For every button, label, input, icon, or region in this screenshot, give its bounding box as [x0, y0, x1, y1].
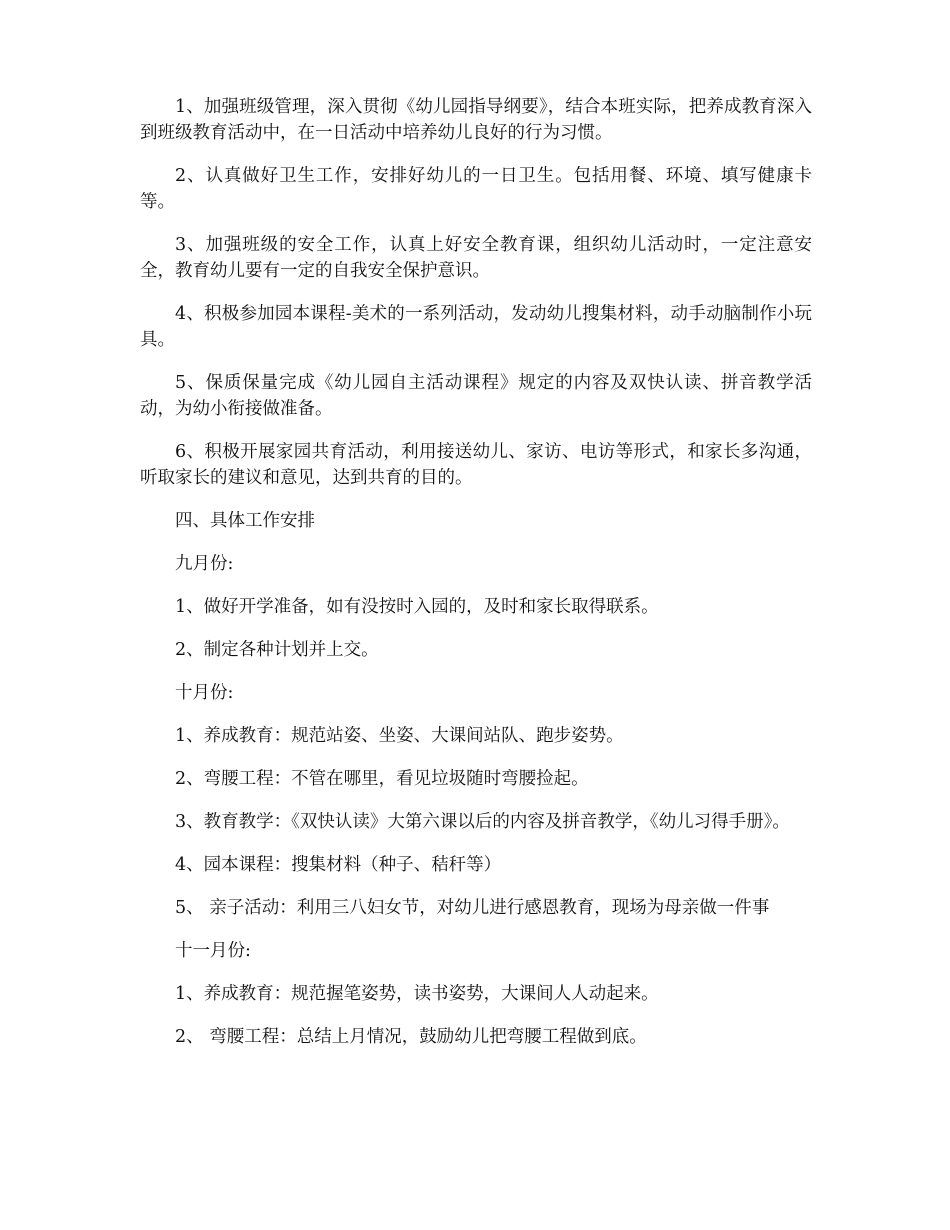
list-item: 3、教育教学：《双快认读》大第六课以后的内容及拼音教学，《幼儿习得手册》。: [175, 812, 790, 832]
list-item: 4、园本课程：搜集材料（种子、秸秆等）: [175, 855, 502, 875]
list-item: 2、 弯腰工程：总结上月情况，鼓励幼儿把弯腰工程做到底。: [175, 1027, 647, 1047]
paragraph-home-school: 6、积极开展家园共育活动，利用接送幼儿、家访、电访等形式，和家长多沟通，听取家长的建议和意见，达到共育的目的。: [140, 442, 812, 488]
paragraph-course-completion: 5、保质保量完成《幼儿园自主活动课程》规定的内容及双快认读、拼音教学活动，为幼小衔接做准备。: [140, 373, 812, 419]
month-heading-october: 十月份:: [175, 683, 234, 703]
list-item: 5、 亲子活动：利用三八妇女节，对幼儿进行感恩教育，现场为母亲做一件事: [175, 898, 770, 918]
list-item: 1、做好开学准备，如有没按时入园的，及时和家长取得联系。: [175, 597, 659, 617]
list-item: 2、弯腰工程：不管在哪里，看见垃圾随时弯腰捡起。: [175, 769, 589, 789]
paragraph-class-management: 1、加强班级管理，深入贯彻《幼儿园指导纲要》，结合本班实际，把养成教育深入到班级教育活动中，在一日活动中培养幼儿良好的行为习惯。: [140, 97, 812, 143]
list-item: 2、制定各种计划并上交。: [175, 640, 379, 660]
paragraph-safety: 3、加强班级的安全工作，认真上好安全教育课，组织幼儿活动时，一定注意安全，教育幼儿要有一定的自我安全保护意识。: [140, 235, 812, 281]
month-heading-september: 九月份:: [175, 554, 234, 574]
paragraph-art-curriculum: 4、积极参加园本课程-美术的一系列活动，发动幼儿搜集材料，动手动脑制作小玩具。: [140, 304, 812, 350]
list-item: 1、养成教育：规范握笔姿势，读书姿势，大课间人人动起来。: [175, 984, 659, 1004]
list-item: 1、养成教育：规范站姿、坐姿、大课间站队、跑步姿势。: [175, 726, 624, 746]
paragraph-hygiene: 2、认真做好卫生工作，安排好幼儿的一日卫生。包括用餐、环境、填写健康卡等。: [140, 166, 812, 212]
month-heading-november: 十一月份:: [175, 941, 251, 961]
section-heading-work-plan: 四、具体工作安排: [175, 511, 315, 531]
document-body: [140, 94, 812, 1067]
